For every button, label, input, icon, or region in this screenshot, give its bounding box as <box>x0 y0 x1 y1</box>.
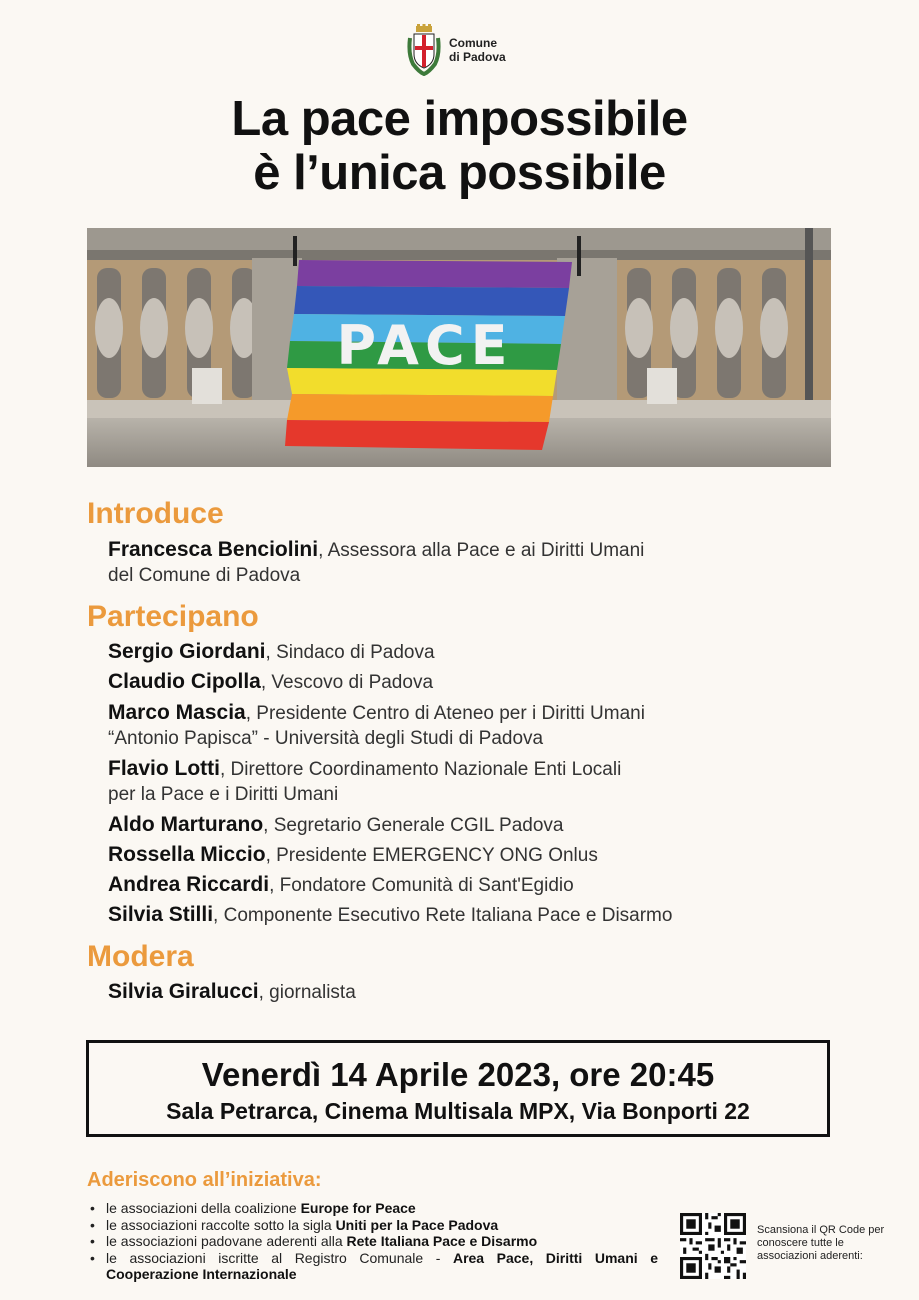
person-role: , Sindaco di Padova <box>265 642 435 663</box>
adherent-bold: Uniti per la Pace Padova <box>335 1216 499 1233</box>
adherent-text: le associazioni iscritte al Registro Comunale - <box>106 1249 453 1266</box>
adherent-item <box>88 1200 658 1217</box>
adherent-text: le associazioni della coalizione <box>106 1200 301 1216</box>
participant-lotti <box>108 756 621 807</box>
qr-code-icon[interactable] <box>680 1213 746 1279</box>
logo-line-2: di Padova <box>449 50 506 64</box>
partecipano-heading: Partecipano <box>87 600 259 633</box>
participant-miccio <box>108 842 598 868</box>
person-role-line2: per la Pace e i Diritti Umani <box>108 784 339 805</box>
person-role: , Presidente Centro di Ateneo per i Diritti Umani <box>245 703 645 724</box>
peace-flag-image <box>87 228 831 467</box>
event-info-box <box>86 1040 830 1137</box>
participant-cipolla <box>108 669 433 695</box>
logo-text <box>449 36 506 64</box>
moderator-giralucci <box>108 979 356 1005</box>
participant-stilli <box>108 902 672 928</box>
person-name: Marco Mascia <box>108 701 246 724</box>
adherent-text: le associazioni padovane aderenti alla <box>106 1233 347 1249</box>
person-name: Silvia Giralucci <box>108 980 259 1003</box>
logo-line-1: Comune <box>449 36 497 50</box>
adherent-bold: Area Pace, Diritti Umani e Cooperazione Internazionale <box>106 1249 658 1282</box>
event-date: Venerdì 14 Aprile 2023, ore 20:45 <box>201 1056 715 1093</box>
adherent-item <box>88 1233 658 1250</box>
person-role-line2: “Antonio Papisca” - Università degli Studi di Padova <box>108 728 544 749</box>
person-name: Francesca Benciolini <box>108 538 319 561</box>
page-title <box>0 92 919 200</box>
person-name: Aldo Marturano <box>108 813 264 836</box>
modera-heading: Modera <box>87 940 194 973</box>
person-role-line2: del Comune di Padova <box>108 565 301 586</box>
adherent-item <box>88 1250 658 1283</box>
person-role: , Direttore Coordinamento Nazionale Enti Locali <box>220 759 622 780</box>
person-name: Flavio Lotti <box>108 757 220 780</box>
adherents-title: Aderiscono all’iniziativa: <box>87 1169 322 1191</box>
person-name: Sergio Giordani <box>108 640 266 663</box>
padova-crest-icon <box>405 24 443 76</box>
title-line-1: La pace impossibile <box>231 92 688 146</box>
adherents-list <box>88 1200 658 1283</box>
person-name: Claudio Cipolla <box>108 670 261 693</box>
person-role: , Assessora alla Pace e ai Diritti Umani <box>318 540 645 561</box>
person-role: , Componente Esecutivo Rete Italiana Pace e Disarmo <box>213 905 673 926</box>
participant-mascia <box>108 700 645 751</box>
qr-caption: Scansiona il QR Code per conoscere tutte le associazioni aderenti: <box>757 1224 885 1262</box>
adherent-item <box>88 1217 658 1234</box>
title-line-2: è l’unica possibile <box>253 146 666 200</box>
participant-marturano <box>108 812 563 838</box>
introduce-heading: Introduce <box>87 497 224 530</box>
person-name: Rossella Miccio <box>108 843 266 866</box>
person-role: , Segretario Generale CGIL Padova <box>263 815 564 836</box>
event-place: Sala Petrarca, Cinema Multisala MPX, Via Bonporti 22 <box>166 1098 750 1124</box>
introduce-person <box>108 537 644 588</box>
participant-giordani <box>108 639 435 665</box>
comune-logo <box>405 24 506 76</box>
peace-flag-photo <box>87 228 831 467</box>
participant-riccardi <box>108 872 574 898</box>
adherent-bold: Rete Italiana Pace e Disarmo <box>346 1233 538 1249</box>
person-role: , giornalista <box>258 982 356 1003</box>
adherent-text: le associazioni raccolte sotto la sigla <box>106 1216 336 1233</box>
adherent-bold: Europe for Peace <box>300 1200 416 1216</box>
person-name: Andrea Riccardi <box>108 873 270 896</box>
person-role: , Presidente EMERGENCY ONG Onlus <box>265 845 598 866</box>
flag-text: PACE <box>336 314 514 377</box>
person-role: , Fondatore Comunità di Sant'Egidio <box>269 875 574 896</box>
person-name: Silvia Stilli <box>108 903 214 926</box>
person-role: , Vescovo di Padova <box>260 672 434 693</box>
